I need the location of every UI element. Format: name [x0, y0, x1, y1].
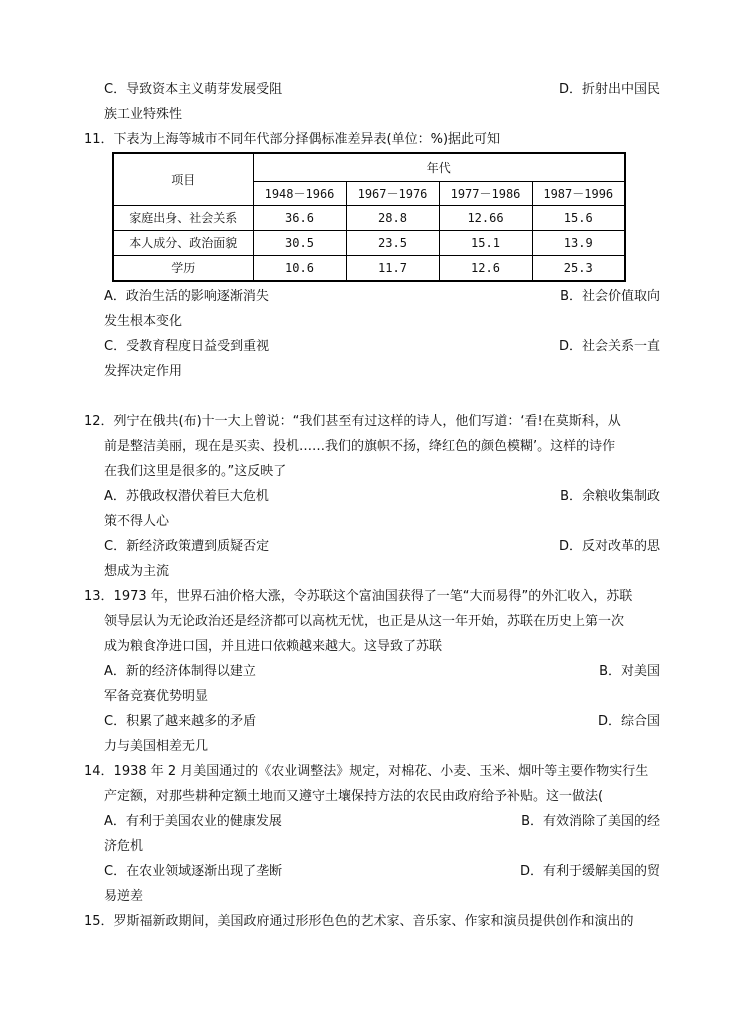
q10-option-c: C．导致资本主义萌芽发展受阻 — [104, 82, 283, 97]
row-label: 学历 — [113, 255, 253, 281]
q13-option-b: B．对美国 — [599, 664, 660, 679]
q11-stem: 11．下表为上海等城市不同年代部分择偶标准差异表(单位：%)据此可知 — [84, 132, 501, 147]
q14-option-d: D．有利于缓解美国的贸 — [519, 864, 660, 879]
table-cell: 23.5 — [346, 230, 439, 255]
table-period: 1948－1966 — [253, 181, 346, 205]
q11-option-b: B．社会价值取向 — [560, 289, 660, 304]
table-period: 1967－1976 — [346, 181, 439, 205]
table-cell: 12.66 — [439, 205, 532, 230]
table-cell: 15.1 — [439, 230, 532, 255]
q13-stem-line-1: 13．1973 年，世界石油价格大涨，令苏联这个富油国获得了一笔“大而易得”的外汇收入，苏联 — [84, 589, 633, 604]
q11-option-c: C．受教育程度日益受到重视 — [104, 339, 270, 354]
table-cell: 15.6 — [532, 205, 625, 230]
q12-option-b: B．余粮收集制政 — [560, 489, 660, 504]
q14-option-b-continued: 济危机 — [104, 839, 144, 854]
table-cell: 11.7 — [346, 255, 439, 281]
table-period: 1977－1986 — [439, 181, 532, 205]
q11-option-a: A．政治生活的影响逐渐消失 — [104, 289, 269, 304]
q13-stem-line-2: 领导层认为无论政治还是经济都可以高枕无忧，也正是从这一年开始，苏联在历史上第一次 — [104, 614, 625, 629]
q13-stem-line-3: 成为粮食净进口国，并且进口依赖越来越大。这导致了苏联 — [104, 639, 443, 654]
q12-stem-line-3: 在我们这里是很多的。”这反映了 — [104, 464, 287, 479]
mate-selection-table — [112, 152, 626, 282]
q13-option-a: A．新的经济体制得以建立 — [104, 664, 256, 679]
q12-option-a: A．苏俄政权潜伏着巨大危机 — [104, 489, 269, 504]
table-cell: 36.6 — [253, 205, 346, 230]
q11-option-b-continued: 发生根本变化 — [104, 314, 183, 329]
table-header-era: 年代 — [253, 153, 625, 181]
q11-option-d: D．社会关系一直 — [558, 339, 660, 354]
q10-option-d-continued: 族工业特殊性 — [104, 107, 183, 122]
table-cell: 10.6 — [253, 255, 346, 281]
q12-option-d-continued: 想成为主流 — [104, 564, 170, 579]
q13-option-c: C．积累了越来越多的矛盾 — [104, 714, 257, 729]
row-label: 本人成分、政治面貌 — [113, 230, 253, 255]
table-period: 1987－1996 — [532, 181, 625, 205]
table-row — [113, 205, 625, 230]
row-label: 家庭出身、社会关系 — [113, 205, 253, 230]
q14-option-c: C．在农业领域逐渐出现了垄断 — [104, 864, 283, 879]
table-header-item: 项目 — [113, 153, 253, 205]
q13-option-b-continued: 军备竞赛优势明显 — [104, 689, 209, 704]
q12-option-c: C．新经济政策遭到质疑否定 — [104, 539, 270, 554]
table-cell: 25.3 — [532, 255, 625, 281]
q12-option-d: D．反对改革的思 — [558, 539, 660, 554]
table-row — [113, 255, 625, 281]
q12-stem-line-2: 前是整洁美丽，现在是买卖、投机……我们的旗帜不扬，绛红色的颜色模糊’。这样的诗作 — [104, 439, 616, 454]
q14-stem-line-2: 产定额，对那些耕种定额土地而又遵守土壤保持方法的农民由政府给予补贴。这一做法( — [104, 789, 604, 804]
table-cell: 13.9 — [532, 230, 625, 255]
q14-stem-line-1: 14．1938 年 2 月美国通过的《农业调整法》规定，对棉花、小麦、玉米、烟叶等主要作物实行生 — [84, 764, 649, 779]
q12-option-b-continued: 策不得人心 — [104, 514, 170, 529]
q12-stem-line-1: 12．列宁在俄共(布)十一大上曾说：“我们甚至有过这样的诗人，他们写道：‘看!在莫斯科，从 — [84, 414, 621, 429]
table-row — [113, 230, 625, 255]
q15-stem-line-1: 15．罗斯福新政期间，美国政府通过形形色色的艺术家、音乐家、作家和演员提供创作和演出的 — [84, 914, 634, 929]
q14-option-d-continued: 易逆差 — [104, 889, 144, 904]
table-cell: 12.6 — [439, 255, 532, 281]
q11-option-d-continued: 发挥决定作用 — [104, 364, 183, 379]
table-cell: 30.5 — [253, 230, 346, 255]
q13-option-d: D．综合国 — [597, 714, 660, 729]
table-cell: 28.8 — [346, 205, 439, 230]
q14-option-b: B．有效消除了美国的经 — [521, 814, 660, 829]
q13-option-d-continued: 力与美国相差无几 — [104, 739, 209, 754]
q14-option-a: A．有利于美国农业的健康发展 — [104, 814, 282, 829]
q10-option-d: D．折射出中国民 — [558, 82, 660, 97]
